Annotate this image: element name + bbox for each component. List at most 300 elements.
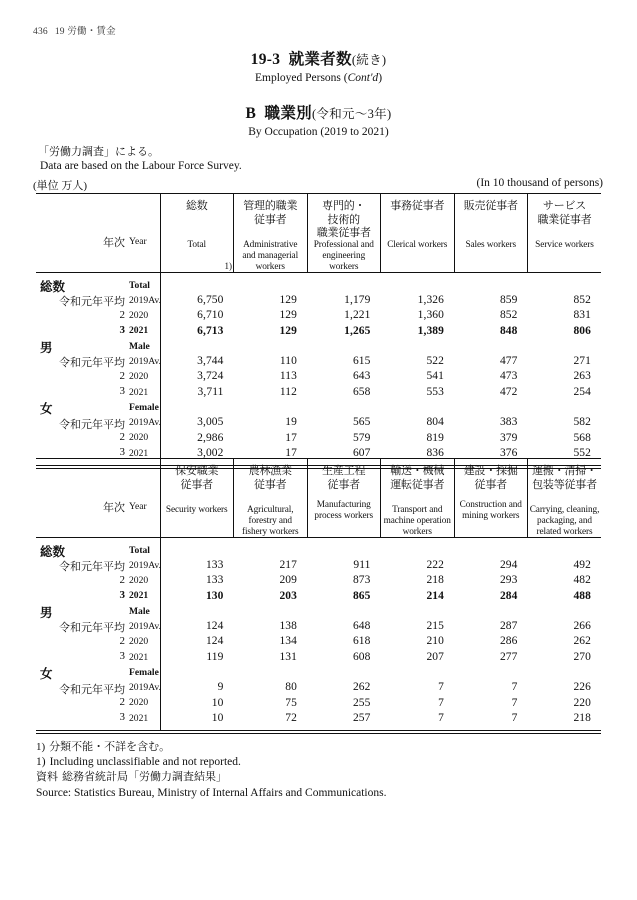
footnote-text: 総務省統計局「労働力調査結果」	[62, 771, 227, 784]
header-col-label-jp: 販売従事者	[463, 200, 518, 212]
data-cell: 859	[499, 293, 518, 306]
group-row-empty-cell	[381, 542, 455, 557]
data-cell: 582	[573, 416, 591, 429]
row-label-jp: 令和元年平均	[59, 418, 125, 431]
group-row-empty-cell	[454, 399, 528, 414]
unit-label-jp: (単位 万人)	[33, 180, 88, 192]
data-cell: 217	[279, 558, 297, 571]
data-cell: 218	[573, 711, 591, 724]
row-label-cell	[36, 588, 160, 603]
data-cell: 262	[573, 635, 591, 648]
header-col-5	[454, 194, 528, 273]
data-cell: 124	[160, 634, 234, 649]
row-label-en: 2019Av.	[129, 417, 161, 429]
header-col-label-jp: 総数	[185, 200, 208, 212]
group-label-cell	[36, 399, 160, 417]
group-row-empty-cell	[160, 664, 234, 679]
row-label-jp: 2	[119, 369, 125, 382]
group-row-empty-cell	[454, 338, 528, 353]
table-row	[36, 573, 601, 588]
table-row	[36, 557, 601, 572]
data-cell: 376	[499, 446, 518, 459]
data-cell: 7	[438, 681, 444, 694]
header-col-label-jp: 建設・採掘 従事者	[463, 465, 518, 491]
header-col-4	[381, 194, 455, 273]
footnote-marker: 1)	[36, 756, 46, 769]
row-label-cell	[36, 634, 160, 649]
data-cell: 220	[573, 696, 591, 709]
table2-body	[36, 459, 601, 734]
data-cell: 648	[352, 620, 371, 633]
header-footnote-marker: 1)	[224, 261, 232, 271]
row-label-cell	[36, 308, 160, 323]
main-title-en-text: Employed Persons (	[254, 72, 348, 84]
running-head	[33, 23, 116, 37]
table-row	[36, 710, 601, 725]
data-cell: 579	[352, 431, 371, 444]
group-label-jp: 女	[40, 667, 53, 682]
row-label-jp: 2	[119, 695, 125, 708]
data-cell: 2,986	[160, 430, 234, 445]
footnote-line	[36, 740, 606, 755]
row-label-jp: 2	[119, 634, 125, 647]
data-cell: 214	[426, 589, 444, 602]
table-row	[36, 415, 601, 430]
data-cell: 873	[352, 574, 371, 587]
main-title-en	[0, 72, 637, 84]
data-cell: 203	[279, 589, 297, 602]
data-cell: 19	[285, 416, 297, 429]
data-cell: 3,724	[160, 369, 234, 384]
sub-title-en: By Occupation (2019 to 2021)	[248, 126, 389, 138]
group-row-empty-cell	[528, 399, 602, 414]
table-group-row	[36, 399, 601, 414]
data-cell: 129	[279, 324, 297, 337]
data-cell: 553	[426, 385, 444, 398]
data-cell: 472	[499, 385, 518, 398]
occupation-table-part2	[36, 458, 601, 734]
data-cell: 130	[160, 588, 234, 603]
data-cell: 7	[511, 696, 518, 709]
page-number: 436	[33, 27, 48, 37]
table-row	[36, 353, 601, 368]
group-row-empty-cell	[528, 542, 602, 557]
data-cell: 607	[352, 446, 371, 459]
row-label-cell	[36, 573, 160, 588]
group-row-empty-cell	[454, 277, 528, 292]
row-label-en: 2021	[129, 447, 149, 459]
data-cell: 133	[160, 557, 234, 572]
row-label-cell	[36, 323, 160, 338]
header-year-jp: 年次	[103, 502, 125, 514]
data-cell: 263	[573, 370, 591, 383]
main-title-en-italic: Cont'd	[347, 72, 379, 84]
data-cell: 254	[573, 385, 591, 398]
data-cell: 618	[352, 635, 371, 648]
data-cell: 379	[499, 431, 518, 444]
table-row	[36, 323, 601, 338]
group-row-empty-cell	[454, 603, 528, 618]
footnote-marker: 資料	[36, 771, 58, 784]
group-label-en: Total	[129, 544, 150, 556]
data-cell: 608	[352, 650, 371, 663]
sub-title-paren: (令和元〜3年)	[311, 107, 392, 121]
row-label-jp: 3	[119, 588, 125, 601]
header-col-6	[528, 194, 602, 273]
footnote-marker: 1)	[36, 741, 46, 753]
data-cell: 477	[499, 355, 518, 368]
data-cell: 10	[160, 695, 234, 710]
header-col-label-jp: 事務従事者	[390, 200, 445, 212]
data-cell: 565	[352, 416, 371, 429]
chapter-label: 19 労働・賃金	[54, 27, 116, 37]
footnote-text: 分類不能・不詳を含む。	[49, 741, 171, 753]
header-col-label-en: Agricultural, forestry and fishery workers	[241, 505, 299, 537]
header-col-1	[160, 194, 234, 273]
data-cell: 7	[438, 711, 444, 724]
data-cell: 209	[279, 574, 297, 587]
data-cell: 1,389	[417, 324, 444, 337]
sub-title-block	[0, 101, 637, 138]
group-label-jp: 女	[40, 402, 53, 417]
table1-body	[36, 194, 601, 469]
data-cell: 3,005	[160, 415, 234, 430]
source-note-en: Data are based on the Labour Force Survey.	[40, 160, 242, 172]
data-cell: 865	[352, 589, 371, 602]
row-label-en: 2019Av.	[129, 294, 161, 306]
occupation-table-part1	[36, 193, 601, 469]
data-cell: 17	[285, 431, 297, 444]
data-cell: 819	[426, 431, 444, 444]
data-cell: 9	[160, 680, 234, 695]
data-cell: 255	[352, 696, 371, 709]
header-col-label-en: Clerical workers	[387, 240, 448, 250]
group-label-jp: 総数	[40, 280, 66, 294]
table-group-row	[36, 542, 601, 557]
row-label-en: 2021	[129, 651, 149, 663]
row-label-jp: 令和元年平均	[59, 622, 125, 635]
group-row-empty-cell	[528, 338, 602, 353]
data-cell: 131	[279, 650, 297, 663]
data-cell: 287	[499, 620, 518, 633]
group-label-cell	[36, 664, 160, 682]
group-row-empty-cell	[307, 277, 381, 292]
header-col-label-en: Carrying, cleaning, packaging, and related workers	[529, 505, 600, 537]
group-label-cell	[36, 542, 160, 557]
data-cell: 10	[160, 710, 234, 725]
data-cell: 615	[352, 355, 371, 368]
group-row-empty-cell	[381, 338, 455, 353]
table-group-row	[36, 277, 601, 292]
row-label-en: 2019Av.	[129, 559, 161, 571]
data-cell: 383	[499, 416, 518, 429]
data-cell: 222	[426, 558, 444, 571]
data-cell: 284	[499, 589, 518, 602]
row-label-en: 2021	[129, 325, 149, 337]
group-label-jp: 男	[40, 606, 53, 621]
group-label-cell	[36, 338, 160, 356]
row-label-en: 2021	[129, 386, 149, 398]
table-row	[36, 430, 601, 445]
row-label-cell	[36, 557, 160, 572]
data-cell: 110	[279, 355, 297, 368]
footnote-line	[36, 786, 606, 801]
data-cell: 658	[352, 385, 371, 398]
group-label-jp: 男	[40, 341, 53, 356]
group-label-cell	[36, 277, 160, 292]
data-cell: 1,326	[417, 293, 444, 306]
group-row-empty-cell	[160, 542, 234, 557]
main-title-en-close: )	[378, 72, 383, 84]
data-cell: 113	[279, 370, 297, 383]
footnote-text: Including unclassifiable and not reported.	[49, 756, 241, 769]
row-label-en: 2020	[129, 575, 149, 587]
footnotes-block	[36, 740, 606, 801]
table-row	[36, 369, 601, 384]
unit-label-en: (In 10 thousand of persons)	[476, 177, 603, 189]
data-cell: 72	[285, 711, 297, 724]
group-row-empty-cell	[234, 542, 308, 557]
row-label-cell	[36, 618, 160, 633]
row-label-jp: 2	[119, 573, 125, 586]
data-cell: 3,744	[160, 353, 234, 368]
row-label-en: 2019Av.	[129, 620, 161, 632]
group-row-empty-cell	[160, 277, 234, 292]
row-label-jp: 3	[119, 650, 125, 663]
header-col-label-jp: 輸送・機械 運転従事者	[390, 465, 445, 491]
header-col-label-en: Sales workers	[465, 240, 517, 250]
header-col-6	[528, 459, 602, 538]
table-row	[36, 680, 601, 695]
data-cell: 473	[499, 370, 518, 383]
sub-title-jp	[0, 101, 637, 123]
table-row	[36, 308, 601, 323]
header-col-label-en: Professional and engineering workers	[313, 240, 374, 272]
sub-title-text: 職業別	[264, 105, 312, 122]
data-cell: 112	[279, 385, 297, 398]
row-label-cell	[36, 292, 160, 307]
data-cell: 522	[426, 355, 444, 368]
group-row-empty-cell	[307, 399, 381, 414]
data-cell: 266	[573, 620, 591, 633]
table-header-row	[36, 194, 601, 273]
data-cell: 852	[499, 309, 518, 322]
row-label-jp: 令和元年平均	[59, 357, 125, 370]
data-cell: 482	[573, 574, 591, 587]
group-label-jp: 総数	[40, 545, 66, 559]
group-label-cell	[36, 603, 160, 621]
group-row-empty-cell	[307, 603, 381, 618]
header-col-label-en: Security workers	[165, 505, 228, 515]
row-label-jp: 3	[119, 711, 125, 724]
row-label-en: 2019Av.	[129, 682, 161, 694]
group-row-empty-cell	[307, 338, 381, 353]
header-col-label-jp: 農林漁業 従事者	[248, 465, 292, 491]
group-row-empty-cell	[454, 664, 528, 679]
header-col-label-en: Service workers	[535, 240, 594, 250]
row-label-cell	[36, 710, 160, 725]
group-label-en: Male	[129, 605, 150, 617]
main-title-text: 就業者数	[288, 51, 352, 68]
table-group-row	[36, 338, 601, 353]
table-row	[36, 618, 601, 633]
data-cell: 129	[279, 293, 297, 306]
sub-title-letter: B	[245, 105, 257, 122]
row-label-jp: 2	[119, 430, 125, 443]
group-label-en: Male	[129, 340, 150, 352]
table-row	[36, 292, 601, 307]
row-label-cell	[36, 680, 160, 695]
data-cell: 75	[285, 696, 297, 709]
table-group-row	[36, 603, 601, 618]
table-row	[36, 695, 601, 710]
data-cell: 541	[426, 370, 444, 383]
main-title-jp	[0, 47, 637, 69]
data-cell: 804	[426, 416, 444, 429]
data-cell: 831	[573, 309, 591, 322]
footnote-text: Source: Statistics Bureau, Ministry of Internal Affairs and Communications.	[36, 786, 387, 799]
row-label-cell	[36, 695, 160, 710]
data-cell: 257	[352, 711, 371, 724]
row-label-jp: 令和元年平均	[59, 683, 125, 696]
row-label-cell	[36, 369, 160, 384]
group-row-empty-cell	[381, 277, 455, 292]
table-row	[36, 649, 601, 664]
table-bottom-rule	[36, 730, 601, 734]
data-cell: 7	[511, 681, 518, 694]
data-cell: 215	[426, 620, 444, 633]
group-label-en: Female	[129, 666, 159, 678]
table-row	[36, 588, 601, 603]
data-cell: 271	[573, 355, 591, 368]
group-row-empty-cell	[307, 542, 381, 557]
data-cell: 836	[426, 446, 444, 459]
data-cell: 1,360	[417, 309, 444, 322]
data-cell: 6,710	[160, 308, 234, 323]
row-label-en: 2020	[129, 697, 149, 709]
header-col-label-jp: 運搬・清掃・ 包装等従事者	[532, 465, 597, 491]
data-cell: 806	[573, 324, 591, 337]
row-label-en: 2021	[129, 712, 149, 724]
group-row-empty-cell	[234, 399, 308, 414]
data-cell: 262	[352, 681, 371, 694]
data-cell: 286	[499, 635, 518, 648]
group-row-empty-cell	[234, 277, 308, 292]
data-cell: 3,711	[160, 384, 234, 399]
group-row-empty-cell	[528, 277, 602, 292]
data-cell: 911	[353, 558, 371, 571]
header-col-label-en: Total	[187, 240, 206, 250]
data-cell: 133	[160, 573, 234, 588]
row-label-cell	[36, 649, 160, 664]
header-year-column	[36, 194, 160, 273]
group-row-empty-cell	[234, 338, 308, 353]
header-col-3	[307, 459, 381, 538]
group-row-empty-cell	[381, 664, 455, 679]
data-cell: 7	[438, 696, 444, 709]
header-col-label-en: Construction and mining workers	[459, 500, 522, 521]
main-title-block	[0, 47, 637, 84]
header-col-label-en: Transport and machine operation workers	[383, 505, 451, 537]
group-row-empty-cell	[160, 603, 234, 618]
row-label-jp: 2	[119, 308, 125, 321]
group-row-empty-cell	[160, 338, 234, 353]
data-cell: 3,002	[160, 445, 234, 460]
row-label-cell	[36, 415, 160, 430]
main-title-number: 19-3	[250, 51, 281, 68]
header-col-label-en: Manufacturing process workers	[314, 500, 374, 521]
footnote-line	[36, 755, 606, 770]
row-label-en: 2020	[129, 310, 149, 322]
group-row-empty-cell	[528, 603, 602, 618]
row-label-en: 2020	[129, 636, 149, 648]
data-cell: 1,265	[344, 324, 371, 337]
data-cell: 218	[426, 574, 444, 587]
row-label-jp: 令和元年平均	[59, 561, 125, 574]
group-label-en: Total	[129, 279, 150, 291]
header-col-3	[307, 194, 381, 273]
group-row-empty-cell	[234, 603, 308, 618]
table-row	[36, 634, 601, 649]
header-year-en: Year	[129, 501, 147, 512]
header-col-4	[381, 459, 455, 538]
data-cell: 552	[573, 446, 591, 459]
data-cell: 7	[511, 711, 518, 724]
data-cell: 226	[573, 681, 591, 694]
row-label-cell	[36, 430, 160, 445]
header-col-label-jp: 専門的・ 技術的 職業従事者	[316, 200, 371, 239]
header-year-column	[36, 459, 160, 538]
main-title-paren: (続き)	[351, 53, 387, 67]
data-cell: 270	[573, 650, 591, 663]
table-header-row	[36, 459, 601, 538]
row-label-cell	[36, 384, 160, 399]
header-col-label-jp: 生産工程 従事者	[322, 465, 366, 491]
group-row-empty-cell	[381, 399, 455, 414]
data-cell: 134	[279, 635, 297, 648]
row-label-jp: 令和元年平均	[59, 296, 125, 309]
data-cell: 294	[499, 558, 518, 571]
data-cell: 124	[160, 618, 234, 633]
header-col-2	[234, 459, 308, 538]
data-cell: 119	[160, 649, 234, 664]
header-col-label-en: Administrative and managerial workers	[242, 240, 299, 272]
group-row-empty-cell	[381, 603, 455, 618]
data-cell: 568	[573, 431, 591, 444]
row-label-en: 2020	[129, 432, 149, 444]
header-col-2	[234, 194, 308, 273]
data-cell: 80	[285, 681, 297, 694]
data-cell: 207	[426, 650, 444, 663]
data-cell: 852	[573, 293, 591, 306]
header-col-label-jp: 管理的職業 従事者	[243, 200, 298, 226]
footnote-line	[36, 770, 606, 785]
data-cell: 848	[499, 324, 518, 337]
row-label-en: 2021	[129, 590, 149, 602]
data-cell: 6,750	[160, 292, 234, 307]
data-cell: 488	[573, 589, 591, 602]
header-col-5	[454, 459, 528, 538]
data-cell: 492	[573, 558, 591, 571]
row-label-en: 2020	[129, 371, 149, 383]
row-label-jp: 3	[119, 385, 125, 398]
data-cell: 129	[279, 309, 297, 322]
group-row-empty-cell	[307, 664, 381, 679]
group-row-empty-cell	[528, 664, 602, 679]
row-label-jp: 3	[119, 323, 125, 336]
group-label-en: Female	[129, 401, 159, 413]
data-cell: 1,221	[344, 309, 371, 322]
